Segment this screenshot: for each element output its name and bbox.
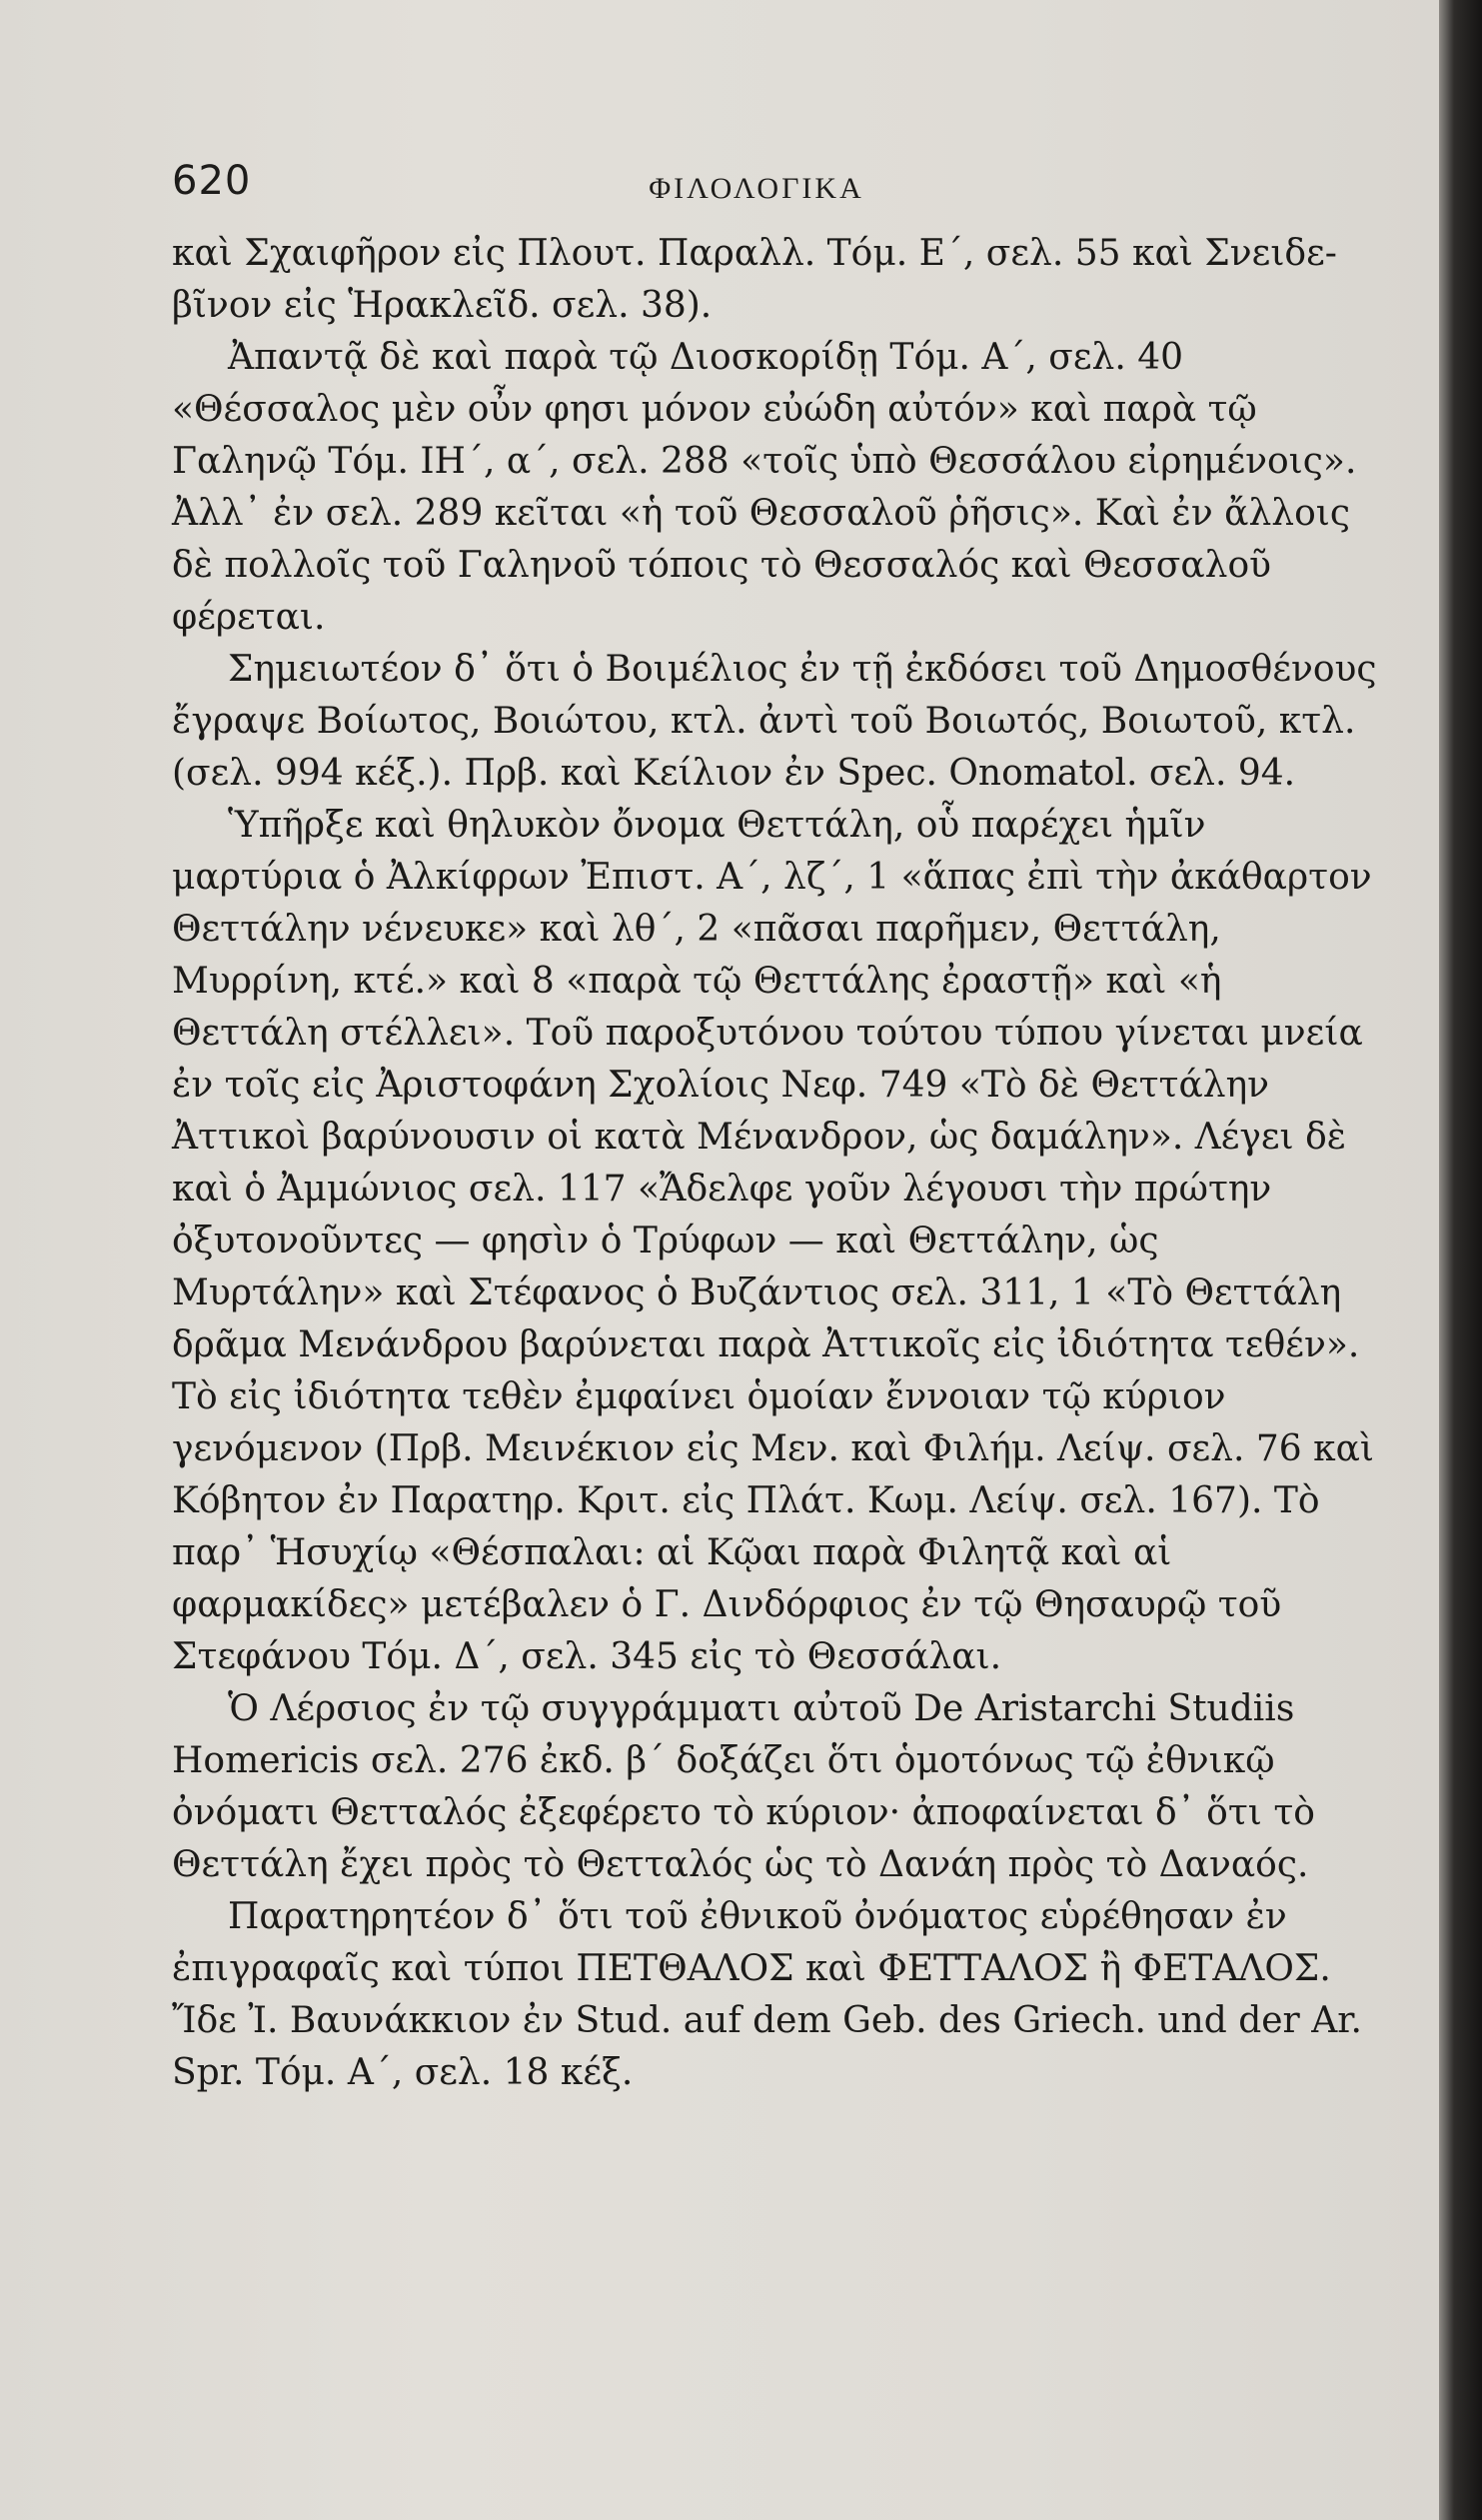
page-number: 620 (172, 158, 252, 204)
running-title: ΦΙΛΟΛΟΓΙΚΑ (649, 172, 864, 205)
paragraph: Παρατηρητέον δ᾽ ὅτι τοῦ ἐθνικοῦ ὀνόματος εὑρέθησαν ἐν ἐπιγραφαῖς καὶ τύποι ΠΕΤΘΑΛΟΣ καὶ ΦΕΤΤΑΛΟΣ ἢ ΦΕΤΑΛΟΣ. Ἴδε Ἰ. Βαυνάκκιον ἐν Stud. auf dem Geb. des Griech. und der Ar. Spr. Τόμ. Α΄, σελ. 18 κέξ. (172, 1896, 1362, 2093)
paragraph: Σημειωτέον δ᾽ ὅτι ὁ Βοιμέλιος ἐν τῇ ἐκδόσει τοῦ Δημοσθένους ἔγραψε Βοίωτος, Βοιώτου, κτλ. ἀντὶ τοῦ Βοιωτός, Βοιωτοῦ, κτλ. (σελ. 994 κέξ.). Πρβ. καὶ Κείλιον ἐν Spec. Onomatol. σελ. 94. (172, 649, 1377, 794)
paragraph: καὶ Σχαιφῆρον εἰς Πλουτ. Παραλλ. Τόμ. Ε΄, σελ. 55 καὶ Σνειδε-βῖνον εἰς Ἡρακλεῖδ. σελ. 38). (172, 233, 1337, 326)
body-text (172, 228, 1381, 2099)
page-header (172, 158, 1341, 218)
paragraph: Ἀπαντᾷ δὲ καὶ παρὰ τῷ Διοσκορίδῃ Τόμ. Α΄, σελ. 40 «Θέσσαλος μὲν οὖν φησι μόνον εὐώδη αὐτόν» καὶ παρὰ τῷ Γαληνῷ Τόμ. ΙΗ΄, α΄, σελ. 288 «τοῖς ὑπὸ Θεσσάλου εἰρημένοις». Ἀλλ᾽ ἐν σελ. 289 κεῖται «ἡ τοῦ Θεσσαλοῦ ῥῆσις». Καὶ ἐν ἄλλοις δὲ πολλοῖς τοῦ Γαληνοῦ τόποις τὸ Θεσσαλός καὶ Θεσσαλοῦ φέρεται. (172, 337, 1357, 638)
paragraph: Ὁ Λέρσιος ἐν τῷ συγγράμματι αὐτοῦ De Aristarchi Studiis Homericis σελ. 276 ἐκδ. β΄ δοξάζει ὅτι ὁμοτόνως τῷ ἐθνικῷ ὀνόματι Θετταλός ἐξεφέρετο τὸ κύριον· ἀποφαίνεται δ᾽ ὅτι τὸ Θεττάλη ἔχει πρὸς τὸ Θετταλός ὡς τὸ Δανάη πρὸς τὸ Δαναός. (172, 1688, 1315, 1885)
paragraph: Ὑπῆρξε καὶ θηλυκὸν ὄνομα Θεττάλη, οὗ παρέχει ἡμῖν μαρτύρια ὁ Ἀλκίφρων Ἐπιστ. Α΄, λζ΄, 1 «ἅπας ἐπὶ τὴν ἀκάθαρτον Θεττάλην νένευκε» καὶ λθ΄, 2 «πᾶσαι παρῆμεν, Θεττάλη, Μυρρίνη, κτέ.» καὶ 8 «παρὰ τῷ Θεττάλης ἐραστῇ» καὶ «ἡ Θεττάλη στέλλει». Τοῦ παροξυτόνου τούτου τύπου γίνεται μνεία ἐν τοῖς εἰς Ἀριστοφάνη Σχολίοις Νεφ. 749 «Τὸ δὲ Θεττάλην Ἀττικοὶ βαρύνουσιν οἱ κατὰ Μένανδρον, ὡς δαμάλην». Λέγει δὲ καὶ ὁ Ἀμμώνιος σελ. 117 «Ἄδελφε γοῦν λέγουσι τὴν πρώτην ὀξυτονοῦντες — φησὶν ὁ Τρύφων — καὶ Θεττάλην, ὡς Μυρτάλην» καὶ Στέφανος ὁ Βυζάντιος σελ. 311, 1 «Τὸ Θεττάλη δρᾶμα Μενάνδρου βαρύνεται παρὰ Ἀττικοῖς εἰς ἰδιότητα τεθέν». Τὸ εἰς ἰδιότητα τεθὲν ἐμφαίνει ὁμοίαν ἔννοιαν τῷ κύριον γενόμενον (Πρβ. Μεινέκιον εἰς Μεν. καὶ Φιλήμ. Λείψ. σελ. 76 καὶ Κόβητον ἐν Παρατηρ. Κριτ. εἰς Πλάτ. Κωμ. Λείψ. σελ. 167). Τὸ παρ᾽ Ἡσυχίῳ «Θέσπαλαι: αἱ Κῷαι παρὰ Φιλητᾷ καὶ αἱ φαρμακίδες» μετέβαλεν ὁ Γ. Δινδόρφιος ἐν τῷ Θησαυρῷ τοῦ Στεφάνου Τόμ. Δ΄, σελ. 345 εἰς τὸ Θεσσάλαι. (172, 805, 1375, 1677)
binding-shadow (1439, 0, 1482, 2520)
